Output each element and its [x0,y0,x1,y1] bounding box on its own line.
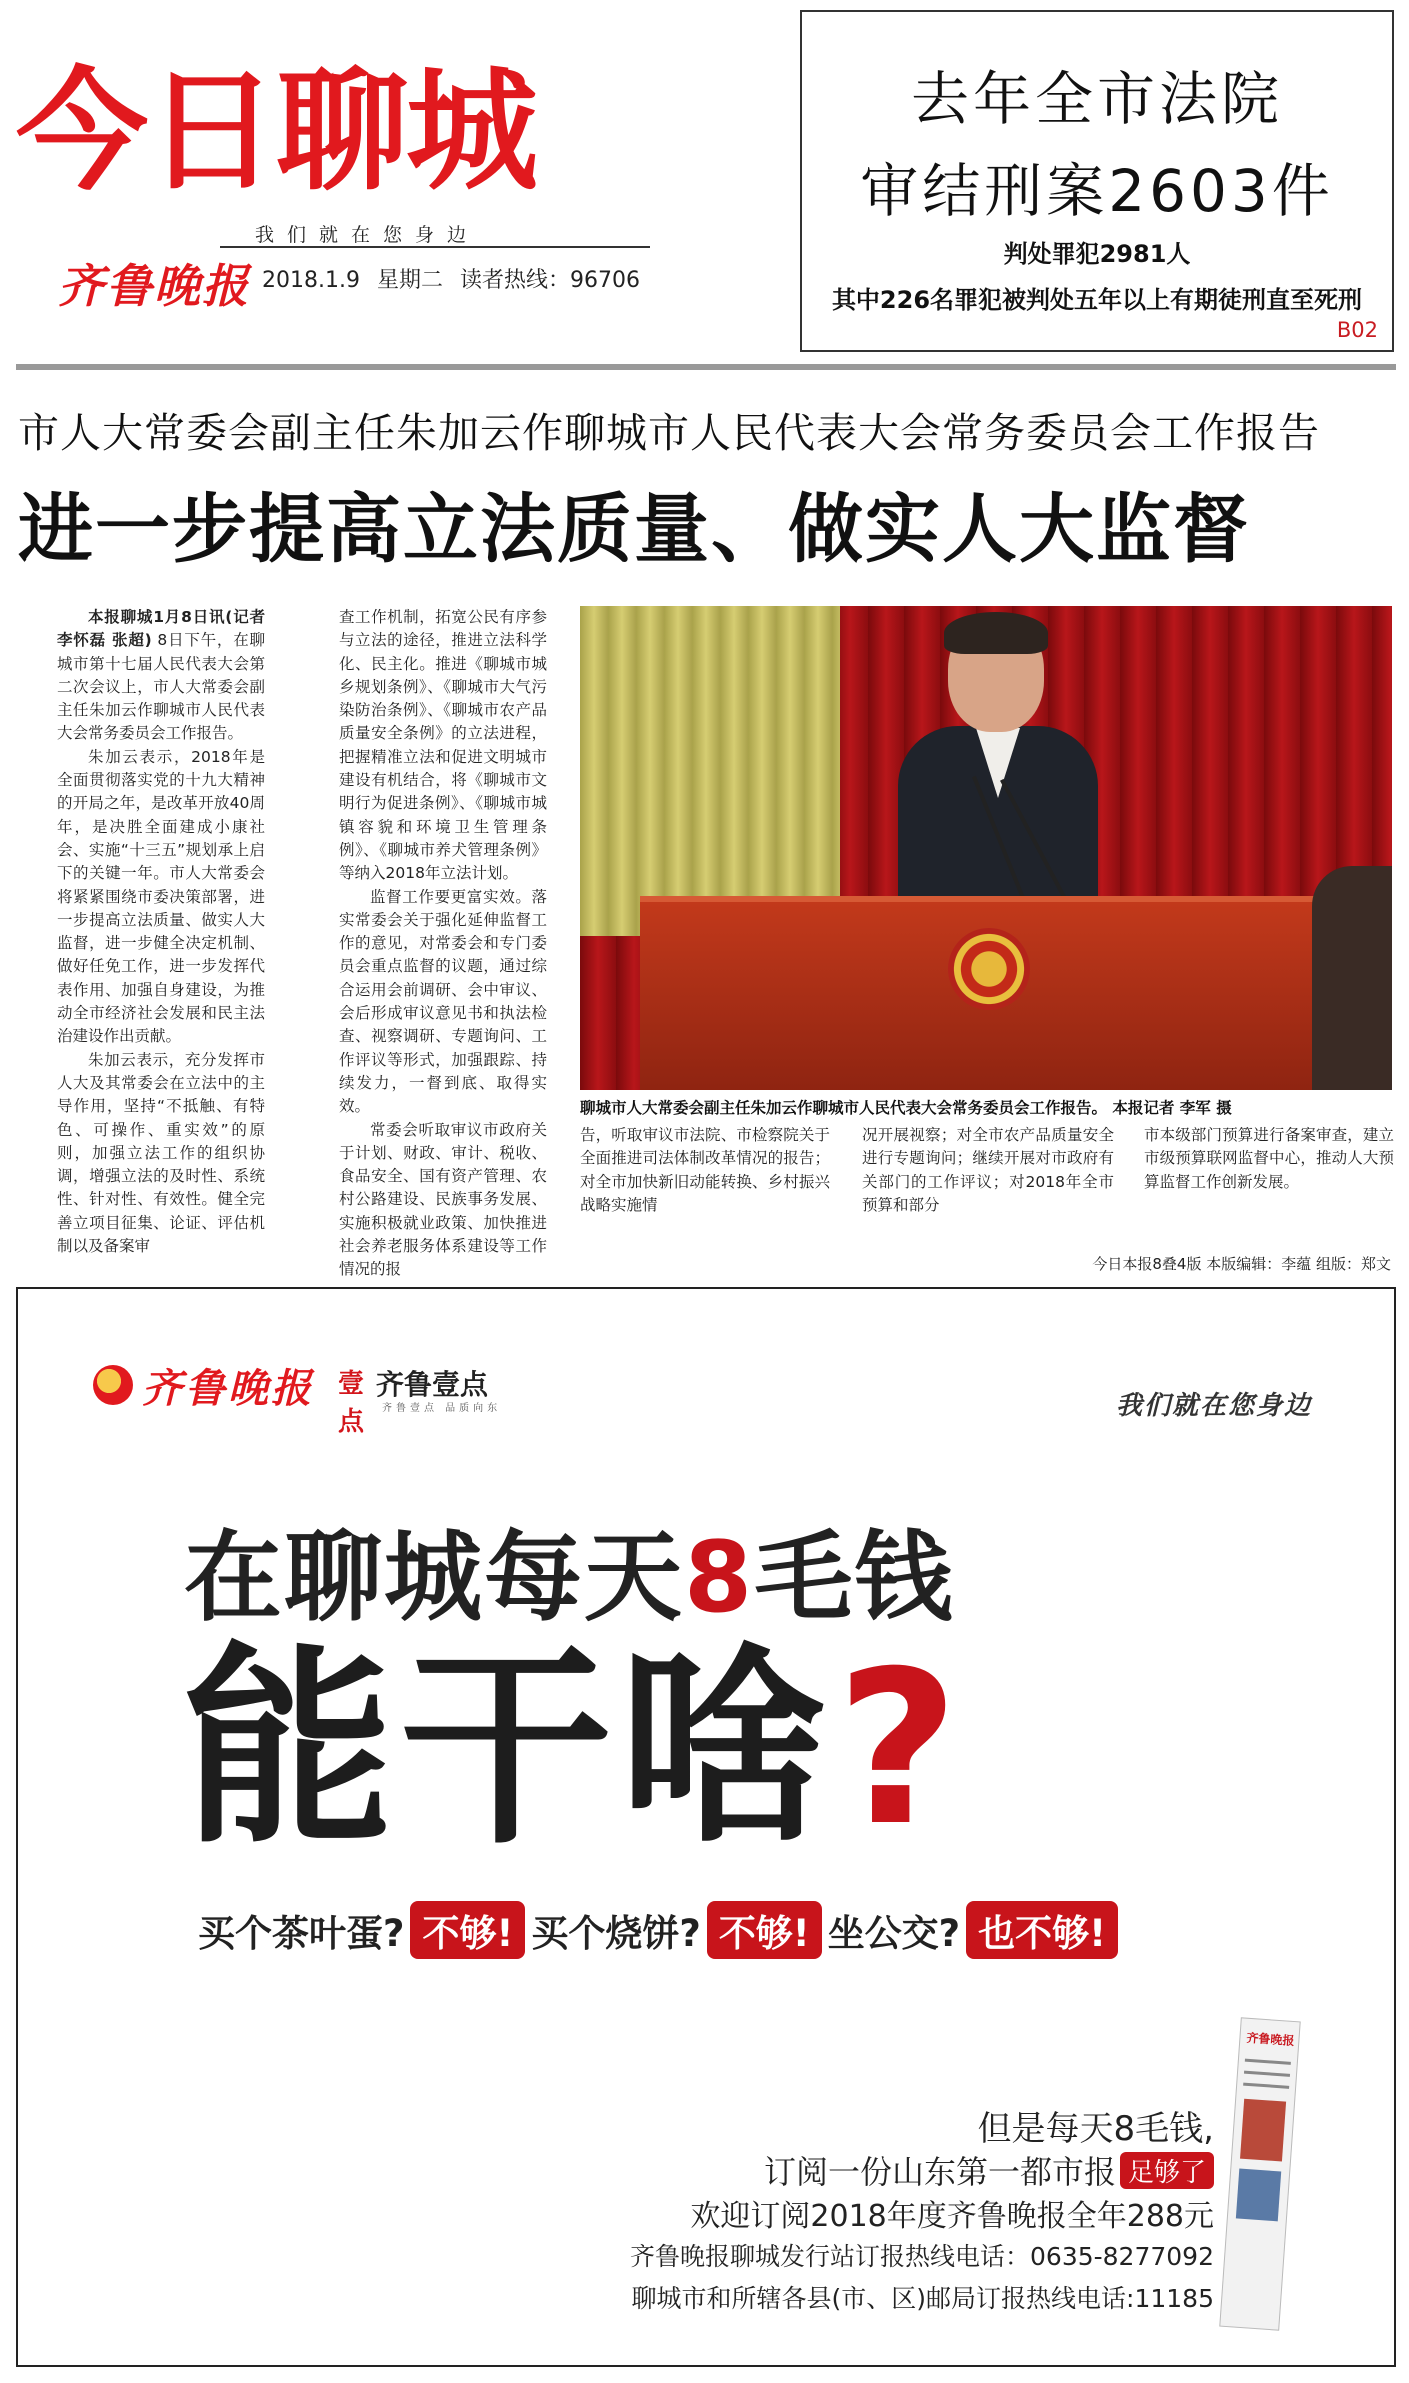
article-p6: 常委会听取审议市政府关于计划、财政、审计、税收、食品安全、国有资产管理、农村公路建设、民族事务发展、实施积极就业政策、加快推进社会养老服务体系建设等工作情况的报 [339,1120,547,1279]
ad-brand: 齐鲁晚报 [142,1365,314,1412]
ad-q3: 坐公交? [827,1912,961,1955]
masthead-slogan: 我们就在您身边 [255,224,480,246]
photo-caption: 聊城市人大常委会副主任朱加云作聊城市人民代表大会常务委员会工作报告。 本报记者 李军 摄 [580,1099,1232,1117]
article-lead: 本报聊城1月8日讯(记者 李怀磊 张超) [57,608,265,650]
ad-copy-1: 但是每天8毛钱, [977,2109,1214,2149]
ad-hotline-1[interactable]: 齐鲁晚报聊城发行站订报热线电话：0635-8277092 [630,2242,1214,2271]
ad-copy-2-text: 订阅一份山东第一都市报 [763,2153,1116,2191]
article-p4: 查工作机制，拓宽公民有序参与立法的途径，推进立法科学化、民主化。推进《聊城市城乡规划条例》、《聊城市大气污染防治条例》、《聊城市农产品质量安全条例》的立法进程，把握精准立法和促进文明城市建设有机结合，将《聊城市文明行为促进条例》、《聊城市城镇容貌和环境卫生管理条例》、《聊城市养犬管理条例》等纳入2018年立法计划。 [339,608,547,883]
brand-logo: 齐鲁晚报 [58,259,250,313]
article-column-5: 市本级部门预算进行备案审查，建立市级预算联网监督中心，推动人大预算监督工作创新发展。 [1144,1126,1394,1191]
article-p2: 朱加云表示，2018年是全面贯彻落实党的十九大精神的开局之年，是改革开放40周年，是决胜全面建成小康社会、实施“十三五”规划承上启下的关键一年。市人大常委会将紧紧围绕市委决策部署，进一步提高立法质量、做实人大监督，进一步健全决定机制、做好任免工作，进一步发挥代表作用、加强自身建设，为推动全市经济社会发展和民主法治建设作出贡献。 [57,747,265,1046]
ad-a3: 也不够! [966,1901,1118,1959]
newspaper-thumb-title: 齐鲁晚报 [1245,2030,1295,2049]
article-p5: 监督工作要更富实效。落实常委会关于强化延伸监督工作的意见，对常委会和专门委员会重点监督的议题，通过综合运用会前调研、会中审议、会后形成审议意见书和执法检查、视察调研、专题询问、工作评议等形式，加强跟踪、持续发力，一督到底、取得实效。 [339,887,547,1116]
slogan-divider [220,246,650,248]
article-kicker: 市人大常委会副主任朱加云作聊城市人民代表大会常务委员会工作报告 [18,409,1320,457]
promo-page-ref: B02 [1336,318,1378,342]
ad-h1-pre: 在聊城每天 [184,1521,685,1635]
photo-audience [1312,866,1392,1090]
ad-brand2-sub: 齐鲁壹点 品质向东 [382,1403,502,1414]
issue-weekday: 星期二 [376,268,443,293]
promo-title-line1: 去年全市法院 [910,65,1283,133]
promo-box[interactable] [800,10,1394,352]
ad-copy-2 [764,2147,1214,2193]
ad-q2: 买个烧饼? [531,1912,701,1955]
ad-h1-post: 毛钱 [754,1521,955,1635]
national-emblem-icon [948,928,1030,1010]
issue-date: 2018.1.9 [262,268,360,293]
ad-question-line [198,1901,1124,1959]
ad-a2: 不够! [707,1901,822,1959]
ad-tagline: 我们就在您身边 [1115,1391,1312,1421]
ad-h1-num: 8 [684,1521,755,1635]
section-divider [16,364,1396,370]
yidian-logo-icon: 壹点 [338,1369,365,1437]
article-column-2 [339,606,547,1279]
article-column-1 [57,606,265,1256]
brand-logo-icon [93,1365,133,1405]
newspaper-thumb-line [1244,2071,1290,2077]
issue-info [262,263,640,294]
promo-sub2: 其中226名罪犯被判处五年以上有期徒刑直至死刑 [831,286,1363,314]
promo-sub1: 判处罪犯2981人 [1003,240,1191,268]
speaker-hair [944,612,1048,654]
newspaper-thumb-image [1240,2099,1286,2162]
ad-q1: 买个茶叶蛋? [198,1912,405,1955]
subscription-ad[interactable] [16,1287,1396,2367]
page-credits: 今日本报8叠4版 本版编辑：李蕴 组版：郑文 [1092,1255,1391,1273]
article-column-4: 况开展视察；对全市农产品质量安全进行专题询问；继续开展对市政府有关部门的工作评议；对2018年全市预算和部分 [862,1126,1114,1214]
ad-hotline-2[interactable]: 聊城市和所辖各县(市、区)邮局订报热线电话:11185 [631,2284,1214,2313]
newspaper-thumb-line [1243,2083,1289,2089]
newspaper-thumb-image [1236,2169,1281,2222]
ad-copy-2-pill: 足够了 [1120,2152,1214,2189]
masthead-logo: 今日聊城 [16,55,536,209]
ad-h2-text: 能干啥 [182,1625,836,1872]
photo-gold-curtain [580,606,840,936]
photo-speaker [898,616,1098,901]
question-mark-icon: ? [836,1625,965,1872]
newspaper-thumbnail [1219,2017,1300,2330]
article-headline[interactable]: 进一步提高立法质量、做实人大监督 [18,485,1251,573]
promo-title-line2: 审结刑案2603件 [860,157,1334,225]
article-photo[interactable] [580,606,1392,1090]
ad-headline-1 [184,1499,954,1640]
ad-a1: 不够! [410,1901,525,1959]
article-p1: 8日下午，在聊城市第十七届人民代表大会第二次会议上，市人大常委会副主任朱加云作聊城市人民代表大会常务委员会工作报告。 [57,631,265,743]
ad-headline-2 [182,1625,965,1872]
ad-price-line: 欢迎订阅2018年度齐鲁晚报全年288元 [690,2199,1214,2234]
newspaper-thumb-line [1245,2059,1291,2065]
article-p3: 朱加云表示，充分发挥市人大及其常委会在立法中的主导作用，坚持“不抵触、有特色、可操作、重实效”的原则，加强立法工作的组织协调，增强立法的及时性、系统性、针对性、有效性。健全完善立项目征集、论证、评估机制以及备案审 [57,1050,265,1256]
reader-hotline: 读者热线：96706 [459,268,640,293]
article-column-3: 告，听取审议市法院、市检察院关于全面推进司法体制改革情况的报告；对全市加快新旧动能转换、乡村振兴战略实施情 [580,1126,830,1214]
ad-brand2: 齐鲁壹点 [376,1368,489,1401]
